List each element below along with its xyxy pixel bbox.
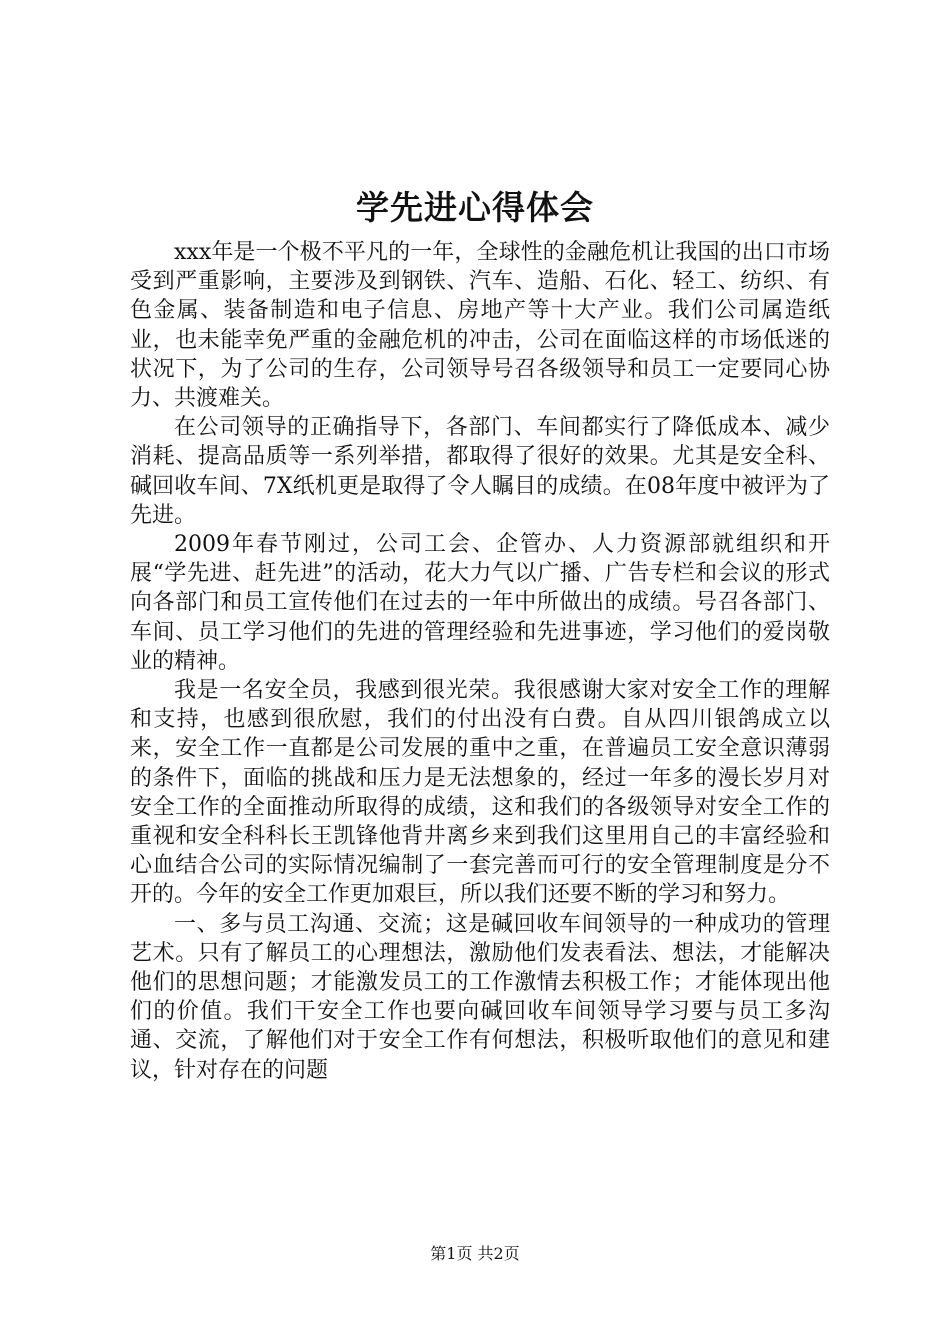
- document-title: 学先进心得体会: [356, 188, 594, 227]
- paragraph: xxx年是一个极不平凡的一年，全球性的金融危机让我国的出口市场受到严重影响，主要涉及到钢铁、汽车、造船、石化、轻工、纺织、有色金属、装备制造和电子信息、房地产等十大产业。我们公司属造纸业，也未能幸免严重的金融危机的冲击，公司在面临这样的市场低迷的状况下，为了公司的生存，公司领导号召各级领导和员工一定要同心协力、共渡难关。: [130, 240, 830, 412]
- paragraph: 在公司领导的正确指导下，各部门、车间都实行了降低成本、减少消耗、提高品质等一系列举措，都取得了很好的效果。尤其是安全科、碱回收车间、7X纸机更是取得了令人瞩目的成绩。在08年度中被评为了先进。: [130, 415, 830, 528]
- page-footer: 第1页 共2页: [430, 1244, 520, 1263]
- paragraph: 我是一名安全员，我感到很光荣。我很感谢大家对安全工作的理解和支持，也感到很欣慰，我们的付出没有白费。自从四川银鸽成立以来，安全工作一直都是公司发展的重中之重，在普遍员工安全意识薄弱的条件下，面临的挑战和压力是无法想象的，经过一年多的漫长岁月对安全工作的全面推动所取得的成绩，这和我们的各级领导对安全工作的重视和安全科科长王凯锋他背井离乡来到我们这里用自己的丰富经验和心血结合公司的实际情况编制了一套完善而可行的安全管理制度是分不开的。今年的安全工作更加艰巨，所以我们还要不断的学习和努力。: [130, 678, 830, 908]
- paragraph: 一、多与员工沟通、交流；这是碱回收车间领导的一种成功的管理艺术。只有了解员工的心理想法，激励他们发表看法、想法，才能解决他们的思想问题；才能激发员工的工作激情去积极工作；才能体现出他们的价值。我们干安全工作也要向碱回收车间领导学习要与员工多沟通、交流，了解他们对于安全工作有何想法，积极听取他们的意见和建议，针对存在的问题: [130, 911, 830, 1083]
- paragraph: 2009年春节刚过，公司工会、企管办、人力资源部就组织和开展“学先进、赶先进”的活动，花大力气以广播、广告专栏和会议的形式向各部门和员工宣传他们在过去的一年中所做出的成绩。号召各部门、车间、员工学习他们的先进的管理经验和先进事迹，学习他们的爱岗敬业的精神。: [130, 532, 830, 674]
- document-body: [130, 238, 830, 1085]
